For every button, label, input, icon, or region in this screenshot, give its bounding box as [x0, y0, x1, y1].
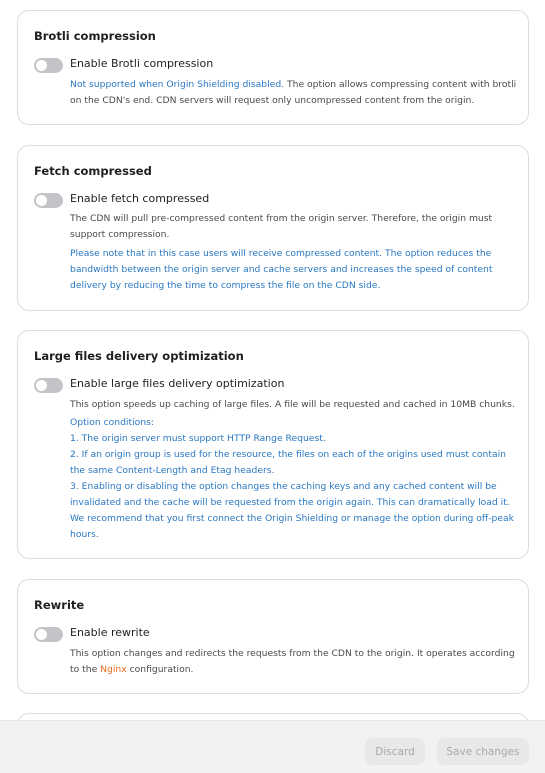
fetch-title: Fetch compressed: [34, 164, 152, 178]
large-files-conditions: [70, 415, 518, 543]
discard-button[interactable]: Discard: [365, 738, 425, 765]
rewrite-description-end: configuration.: [126, 664, 194, 675]
brotli-description: [70, 77, 518, 109]
large-files-card: [17, 330, 529, 559]
fetch-note: Please note that in this case users will receive compressed content. The option reduces the bandwidth between the origin server and cache servers and increases the speed of content delivery by reducing the time to compress the file on the CDN side.: [70, 248, 493, 291]
rewrite-toggle[interactable]: [34, 627, 63, 642]
brotli-unsupported-note: Not supported when Origin Shielding disabled.: [70, 79, 285, 90]
fetch-compressed-card: [17, 145, 529, 311]
fetch-description: The CDN will pull pre-compressed content from the origin server. Therefore, the origin must support compression.: [70, 213, 493, 240]
toggle-knob: [36, 60, 47, 71]
rewrite-toggle-label: Enable rewrite: [70, 626, 150, 639]
fetch-toggle-label: Enable fetch compressed: [70, 192, 210, 205]
rewrite-title: Rewrite: [34, 598, 85, 612]
rewrite-description-text: This option changes and redirects the requests from the CDN to the origin. It operates according to the: [70, 648, 515, 675]
condition-item: 2. If an origin group is used for the resource, the files on each of the origins used must contain the same Content-Length and Etag headers.: [70, 449, 506, 476]
action-footer: [0, 720, 545, 773]
toggle-knob: [36, 195, 47, 206]
rewrite-card: [17, 579, 529, 694]
brotli-title: Brotli compression: [34, 29, 156, 43]
large-files-toggle[interactable]: [34, 378, 63, 393]
brotli-description-text: The option allows compressing content with brotli on the CDN's end. CDN servers will request only uncompressed content from the origin.: [70, 79, 517, 106]
large-files-title: Large files delivery optimization: [34, 349, 244, 363]
save-changes-button[interactable]: Save changes: [437, 738, 529, 765]
fetch-toggle[interactable]: [34, 193, 63, 208]
toggle-knob: [36, 629, 47, 640]
brotli-toggle-label: Enable Brotli compression: [70, 57, 214, 70]
nginx-link[interactable]: Nginx: [100, 664, 127, 675]
brotli-compression-card: [17, 10, 529, 125]
conditions-title: Option conditions:: [70, 417, 154, 428]
toggle-knob: [36, 380, 47, 391]
large-files-toggle-label: Enable large files delivery optimization: [70, 377, 285, 390]
rewrite-description: [70, 646, 518, 678]
large-files-description: This option speeds up caching of large files. A file will be requested and cached in 10MB chunks.: [70, 399, 515, 410]
next-settings-card: [17, 713, 529, 720]
brotli-toggle[interactable]: [34, 58, 63, 73]
condition-item: 3. Enabling or disabling the option changes the caching keys and any cached content will be invalidated and the cache will be requested from the origin again. This can dramatically load it. We recommend that you first connect the Origin Shielding or manage the option during off-peak hours.: [70, 481, 514, 540]
condition-item: 1. The origin server must support HTTP Range Request.: [70, 433, 326, 444]
